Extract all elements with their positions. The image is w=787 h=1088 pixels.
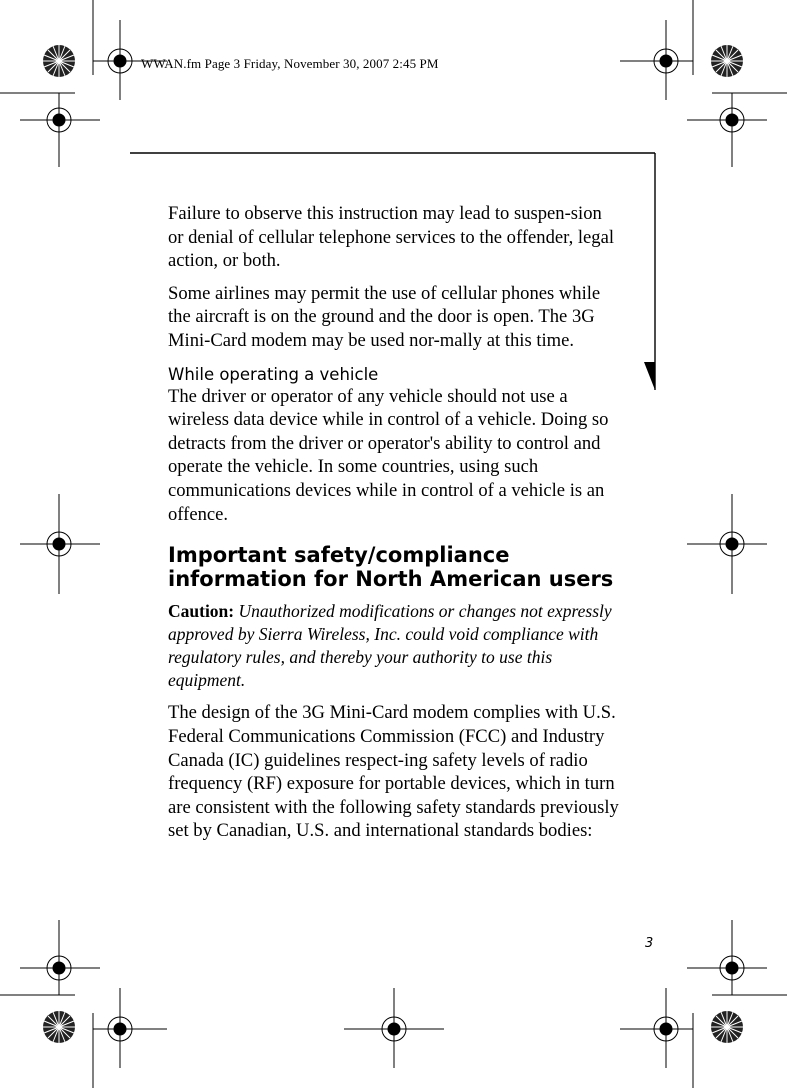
registration-target-icon — [687, 920, 767, 995]
registration-target-icon — [20, 920, 100, 995]
section-heading: While operating a vehicle — [168, 364, 379, 384]
caution-label: Caution: — [168, 601, 235, 622]
registration-target-icon — [20, 93, 100, 167]
star-target-icon — [43, 45, 75, 77]
star-target-icon — [711, 1011, 743, 1043]
caution-text: Unauthorized modifications or changes not expressly approved by Sierra Wireless, Inc. could void compliance with regulatory rules, and thereby your authority to use this equipment. — [168, 601, 612, 690]
registration-target-icon — [344, 988, 444, 1068]
paragraph: The design of the 3G Mini-Card modem complies with U.S. Federal Communications Commission (FCC) and Industry Canada (IC) guidelines respect-ing safety levels of radio frequency (RF) exposure for portable devices, which in turn are consistent with the following safety standards previously set by Canadian, U.S. and international standards bodies: — [168, 702, 619, 842]
section-title: Important safety/compliance information for North American users — [168, 543, 614, 592]
registration-target-icon — [93, 988, 167, 1068]
star-target-icon — [711, 45, 743, 77]
paragraph: The driver or operator of any vehicle should not use a wireless data device while in control of a vehicle. Doing so detracts from the driver or operator's ability to control and operate the vehicle. In some countries, using such communications devices while in control of a vehicle is an offence. — [168, 385, 609, 525]
paragraph: Some airlines may permit the use of cellular phones while the aircraft is on the ground and the door is open. The 3G Mini-Card modem may be used nor-mally at this time. — [168, 282, 601, 351]
registration-target-icon — [687, 494, 767, 594]
registration-target-icon — [20, 494, 100, 594]
registration-target-icon — [620, 988, 693, 1068]
registration-target-icon — [620, 20, 693, 100]
caution-note — [168, 600, 620, 691]
page-number: 3 — [645, 936, 654, 951]
paragraph: Failure to observe this instruction may lead to suspen-sion or denial of cellular telephone services to the offender, legal action, or both. — [168, 203, 615, 272]
main-content — [168, 202, 620, 852]
star-target-icon — [43, 1011, 75, 1043]
registration-target-icon — [687, 93, 767, 167]
print-slug: WWAN.fm Page 3 Friday, November 30, 2007 2:45 PM — [141, 56, 439, 71]
